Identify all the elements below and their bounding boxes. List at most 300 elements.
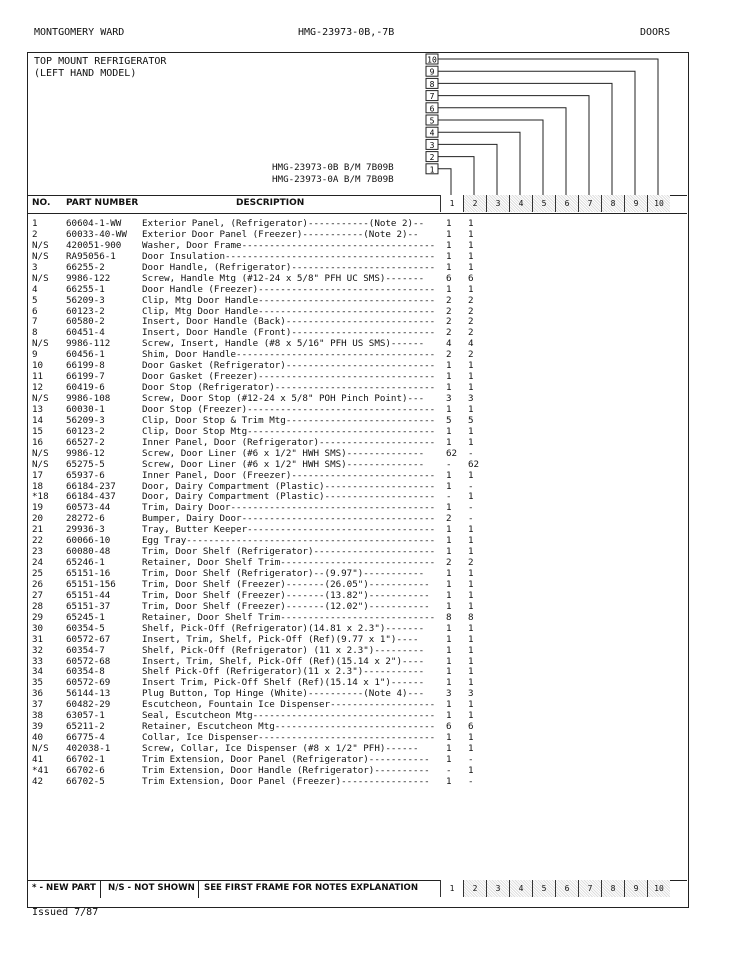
item-number: 10 — [32, 360, 44, 372]
index-leader-line — [438, 120, 543, 195]
title-line-2: (LEFT HAND MODEL) — [34, 68, 137, 79]
grid-column-10: 10 — [647, 880, 670, 897]
part-description: Insert, Door Handle (Front)-------------------------- — [142, 327, 436, 339]
part-number: 60123-2 — [66, 305, 105, 317]
qty-model-1: 1 — [446, 710, 452, 722]
index-box-label: 2 — [429, 153, 435, 163]
qty-model-2: 1 — [468, 699, 474, 711]
part-number: 60354-5 — [66, 622, 105, 634]
qty-model-1: 1 — [446, 666, 452, 678]
item-number: 35 — [32, 677, 44, 689]
item-number: N/S — [32, 458, 49, 470]
qty-model-1: 2 — [446, 294, 452, 306]
qty-model-1: 3 — [446, 393, 452, 404]
qty-model-1: 2 — [446, 305, 452, 317]
qty-model-1: 1 — [446, 480, 452, 492]
footer-new-part: * - NEW PART — [32, 883, 96, 893]
part-number: 420051-900 — [66, 239, 122, 251]
part-number: 60451-4 — [66, 327, 105, 339]
grid-column-6: 6 — [555, 880, 578, 897]
part-description: Trim, Dairy Door------------------------------------- — [142, 502, 436, 514]
item-number: 1 — [32, 218, 38, 229]
part-description: Seal, Escutcheon Mtg--------------------------------- — [142, 710, 436, 722]
grid-column-4: 4 — [509, 880, 532, 897]
col-no: NO. — [32, 198, 51, 208]
qty-model-2: - — [468, 502, 474, 514]
item-number: N/S — [32, 393, 49, 404]
qty-model-1: 6 — [446, 721, 452, 733]
item-number: N/S — [32, 743, 49, 754]
footer-not-shown: N/S - NOT SHOWN — [108, 883, 195, 893]
qty-model-2: 1 — [468, 743, 474, 754]
part-description: Trim Extension, Door Handle (Refrigerator)---------- — [142, 764, 430, 776]
index-box-label: 1 — [429, 165, 435, 175]
part-description: Retainer, Door Shelf Trim---------------------------- — [142, 611, 436, 623]
item-number: 4 — [32, 283, 38, 295]
part-number: 56144-13 — [66, 688, 111, 700]
part-number: 65246-1 — [66, 557, 105, 569]
qty-model-1: 2 — [446, 327, 452, 339]
item-number: 17 — [32, 469, 44, 481]
grid-column-9: 9 — [624, 195, 647, 212]
qty-model-1: 2 — [446, 513, 452, 525]
qty-model-2: 1 — [468, 732, 474, 744]
item-number: 39 — [32, 721, 44, 733]
item-number: N/S — [32, 272, 49, 284]
part-number: 60572-69 — [66, 677, 111, 689]
footer-notes: SEE FIRST FRAME FOR NOTES EXPLANATION — [204, 883, 419, 893]
qty-model-1: 1 — [446, 600, 452, 612]
part-description: Door, Dairy Compartment (Plastic)-------------------- — [142, 491, 436, 503]
qty-model-2: 2 — [468, 557, 474, 569]
qty-model-2: 1 — [468, 655, 474, 667]
item-number: 15 — [32, 425, 44, 437]
index-leader-line — [438, 169, 451, 195]
qty-model-2: 1 — [468, 283, 474, 295]
item-number: 5 — [32, 294, 38, 306]
qty-model-2: 4 — [468, 338, 474, 350]
qty-model-1: 1 — [446, 239, 452, 251]
part-number: 60123-2 — [66, 425, 105, 437]
qty-model-2: 1 — [468, 436, 474, 448]
part-number: 60066-10 — [66, 535, 111, 547]
part-number: 60482-29 — [66, 699, 111, 711]
part-description: Shim, Door Handle------------------------------------ — [142, 349, 436, 361]
part-number: 60580-2 — [66, 316, 105, 328]
part-number: RA95056-1 — [66, 250, 116, 262]
item-number: 7 — [32, 316, 38, 328]
qty-model-2: 1 — [468, 239, 474, 251]
item-number: *41 — [32, 764, 49, 776]
grid-column-5: 5 — [532, 880, 555, 897]
part-description: Shelf, Pick-Off (Refrigerator) (11 x 2.3")--------- — [142, 644, 425, 656]
qty-model-2: 1 — [468, 261, 474, 273]
index-box-label: 7 — [429, 92, 435, 102]
item-number: 29 — [32, 611, 44, 623]
item-number: N/S — [32, 239, 49, 251]
title-line-1: TOP MOUNT REFRIGERATOR — [34, 56, 167, 67]
qty-model-1: 1 — [446, 524, 452, 536]
qty-model-2: 1 — [468, 218, 474, 229]
part-description: Screw, Door Stop (#12-24 x 5/8" POH Pinch Point)--- — [142, 393, 425, 404]
part-number: 65151-44 — [66, 589, 111, 601]
part-number: 66702-5 — [66, 775, 105, 787]
part-number: 56209-3 — [66, 414, 105, 426]
qty-model-1: 1 — [446, 228, 452, 240]
grid-column-8: 8 — [601, 880, 624, 897]
part-description: Collar, Ice Dispenser-------------------------------- — [142, 732, 436, 744]
item-number: 13 — [32, 403, 44, 415]
part-description: Retainer, Escutcheon Mtg----------------------------- — [142, 721, 436, 733]
part-description: Inner Panel, Door (Refrigerator)--------------------- — [142, 436, 436, 448]
item-number: 32 — [32, 644, 44, 656]
qty-model-2: - — [468, 480, 474, 492]
part-description: Screw, Insert, Handle (#8 x 5/16" PFH US SMS)------ — [142, 338, 425, 350]
part-number: 66527-2 — [66, 436, 105, 448]
part-number: 65151-156 — [66, 578, 116, 590]
part-number: 66775-4 — [66, 732, 105, 744]
item-number: 16 — [32, 436, 44, 448]
legend-line-2: HMG-23973-0A B/M 7B09B — [272, 173, 394, 185]
part-description: Screw, Door Liner (#6 x 1/2" HWH SMS)-------------- — [142, 458, 425, 470]
qty-model-1: 1 — [446, 589, 452, 601]
part-description: Shelf, Pick-Off (Refrigerator)(14.81 x 2.3")------- — [142, 622, 425, 634]
grid-column-1: 1 — [440, 195, 463, 212]
index-box-label: 8 — [429, 79, 435, 89]
footer-divider — [198, 880, 199, 898]
part-description: Trim, Door Shelf (Refrigerator)--(9.97")----------- — [142, 568, 425, 579]
part-description: Door Handle (Freezer)-------------------------------- — [142, 283, 436, 295]
item-number: 42 — [32, 775, 44, 787]
qty-model-2: 1 — [468, 535, 474, 547]
item-number: 6 — [32, 305, 38, 317]
qty-model-2: 1 — [468, 403, 474, 415]
item-number: 38 — [32, 710, 44, 722]
part-description: Trim, Door Shelf (Refrigerator)---------------------- — [142, 546, 436, 558]
part-description: Trim, Door Shelf (Freezer)-------(13.82")----------- — [142, 589, 430, 601]
part-description: Insert, Trim, Shelf, Pick-Off (Ref)(9.77 x 1")---- — [142, 633, 419, 645]
part-number: 65151-37 — [66, 600, 111, 612]
qty-model-2: 1 — [468, 524, 474, 536]
part-description: Clip, Door Stop & Trim Mtg--------------------------- — [142, 414, 436, 426]
part-number: 66184-237 — [66, 480, 116, 492]
part-description: Screw, Collar, Ice Dispenser (#8 x 1/2" PFH)------ — [142, 743, 419, 754]
part-number: 60419-6 — [66, 382, 105, 394]
part-description: Door, Dairy Compartment (Plastic)-------------------- — [142, 480, 436, 492]
part-description: Door Insulation-------------------------------------- — [142, 250, 436, 262]
index-leader-line — [438, 144, 497, 195]
part-number: 66255-2 — [66, 261, 105, 273]
part-number: 9986-122 — [66, 272, 111, 284]
qty-model-2: 5 — [468, 414, 474, 426]
qty-model-2: 62 — [468, 458, 480, 470]
part-description: Door Handle, (Refrigerator)-------------------------- — [142, 261, 436, 273]
qty-model-1: - — [446, 764, 452, 776]
model-legend — [272, 162, 394, 185]
item-number: 11 — [32, 371, 44, 383]
part-description: Retainer, Door Shelf Trim---------------------------- — [142, 557, 436, 569]
qty-model-1: 1 — [446, 360, 452, 372]
part-description: Clip, Mtg Door Handle-------------------------------- — [142, 294, 436, 306]
qty-model-2: 1 — [468, 382, 474, 394]
qty-model-2: 1 — [468, 228, 474, 240]
qty-model-1: 1 — [446, 633, 452, 645]
part-description: Clip, Mtg Door Handle-------------------------------- — [142, 305, 436, 317]
qty-model-1: 6 — [446, 272, 452, 284]
item-number: 26 — [32, 578, 44, 590]
part-number: 9986-112 — [66, 338, 111, 350]
index-box-label: 4 — [429, 128, 435, 138]
part-description: Exterior Door Panel (Freezer)-----------(Note 2)-- — [142, 228, 419, 240]
index-box-label: 6 — [429, 104, 435, 114]
qty-model-2: 1 — [468, 578, 474, 590]
part-description: Trim Extension, Door Panel (Freezer)---------------- — [142, 775, 430, 787]
qty-model-1: 5 — [446, 414, 452, 426]
part-description: Egg Tray--------------------------------------------- — [142, 535, 436, 547]
qty-model-1: 1 — [446, 578, 452, 590]
part-description: Insert, Door Handle (Back)--------------------------- — [142, 316, 436, 328]
part-number: 60456-1 — [66, 349, 105, 361]
qty-model-1: 1 — [446, 469, 452, 481]
part-number: 56209-3 — [66, 294, 105, 306]
part-number: 66199-8 — [66, 360, 105, 372]
qty-model-1: 1 — [446, 622, 452, 634]
part-number: 65937-6 — [66, 469, 105, 481]
index-leader-line — [438, 83, 612, 195]
part-number: 66255-1 — [66, 283, 105, 295]
part-number: 66199-7 — [66, 371, 105, 383]
part-description: Bumper, Dairy Door----------------------------------- — [142, 513, 436, 525]
qty-model-1: 62 — [446, 447, 458, 459]
index-box-label: 10 — [427, 55, 437, 65]
qty-model-1: 1 — [446, 568, 452, 579]
part-description: Escutcheon, Fountain Ice Dispenser------------------- — [142, 699, 436, 711]
qty-model-2: 1 — [468, 677, 474, 689]
part-number: 28272-6 — [66, 513, 105, 525]
qty-model-2: 1 — [468, 425, 474, 437]
item-number: 31 — [32, 633, 44, 645]
item-number: 21 — [32, 524, 44, 536]
item-number: 34 — [32, 666, 44, 678]
grid-column-7: 7 — [578, 195, 601, 212]
part-number: 66184-437 — [66, 491, 116, 503]
item-number: 33 — [32, 655, 44, 667]
index-box-label: 9 — [429, 67, 435, 77]
index-leader-line — [438, 108, 566, 195]
item-number: 36 — [32, 688, 44, 700]
model-index-diagram — [420, 52, 682, 197]
qty-model-1: 1 — [446, 699, 452, 711]
section-name: DOORS — [640, 27, 671, 38]
part-description: Trim, Door Shelf (Freezer)-------(12.02")----------- — [142, 600, 430, 612]
item-number: 24 — [32, 557, 44, 569]
qty-model-1: 1 — [446, 753, 452, 765]
qty-model-1: 1 — [446, 502, 452, 514]
qty-model-1: - — [446, 458, 452, 470]
qty-model-2: 1 — [468, 644, 474, 656]
qty-model-2: 1 — [468, 568, 474, 579]
grid-column-9: 9 — [624, 880, 647, 897]
item-number: *18 — [32, 491, 49, 503]
qty-model-1: 1 — [446, 436, 452, 448]
part-description: Door Stop (Refrigerator)----------------------------- — [142, 382, 436, 394]
qty-model-1: 3 — [446, 688, 452, 700]
grid-column-5: 5 — [532, 195, 555, 212]
index-box-label: 3 — [429, 140, 435, 150]
col-description: DESCRIPTION — [236, 198, 305, 208]
part-number: 29936-3 — [66, 524, 105, 536]
part-description: Screw, Handle Mtg (#12-24 x 5/8" PFH UC SMS)------- — [142, 272, 425, 284]
qty-model-2: 2 — [468, 349, 474, 361]
part-description: Door Gasket (Refrigerator)--------------------------- — [142, 360, 436, 372]
qty-model-1: 1 — [446, 655, 452, 667]
part-description: Trim Extension, Door Panel (Refrigerator)----------- — [142, 753, 430, 765]
qty-model-1: 8 — [446, 611, 452, 623]
part-description: Screw, Door Liner (#6 x 1/2" HWH SMS)-------------- — [142, 447, 425, 459]
grid-column-4: 4 — [509, 195, 532, 212]
qty-model-1: 1 — [446, 546, 452, 558]
grid-column-7: 7 — [578, 880, 601, 897]
part-number: 65211-2 — [66, 721, 105, 733]
item-number: 3 — [32, 261, 38, 273]
qty-model-2: 1 — [468, 633, 474, 645]
item-number: 12 — [32, 382, 44, 394]
qty-model-1: 1 — [446, 743, 452, 754]
qty-model-1: 1 — [446, 250, 452, 262]
part-description: Washer, Door Frame----------------------------------- — [142, 239, 436, 251]
index-leader-line — [438, 71, 635, 195]
part-number: 9986-108 — [66, 393, 111, 404]
part-description: Shelf Pick-Off (Refrigerator)(11 x 2.3")----------- — [142, 666, 425, 678]
part-number: 60354-8 — [66, 666, 105, 678]
qty-model-2: - — [468, 775, 474, 787]
part-number: 65275-5 — [66, 458, 105, 470]
grid-column-1: 1 — [440, 880, 463, 897]
item-number: N/S — [32, 338, 49, 350]
qty-model-2: 1 — [468, 622, 474, 634]
part-description: Plug Button, Top Hinge (White)----------(Note 4)--- — [142, 688, 425, 700]
qty-model-2: - — [468, 447, 474, 459]
qty-model-2: 1 — [468, 710, 474, 722]
qty-model-2: 3 — [468, 393, 474, 404]
qty-model-1: 1 — [446, 535, 452, 547]
item-number: 28 — [32, 600, 44, 612]
part-number: 66702-6 — [66, 764, 105, 776]
part-description: Tray, Butter Keeper---------------------------------- — [142, 524, 436, 536]
qty-model-2: 8 — [468, 611, 474, 623]
part-number: 60572-67 — [66, 633, 111, 645]
item-number: 23 — [32, 546, 44, 558]
item-number: 25 — [32, 568, 44, 579]
issued-date: Issued 7/87 — [32, 907, 99, 918]
part-description: Inner Panel, Door (Freezer)-------------------------- — [142, 469, 436, 481]
qty-model-2: 1 — [468, 666, 474, 678]
qty-model-2: 1 — [468, 764, 474, 776]
item-number: 2 — [32, 228, 38, 240]
part-number: 60604-1-WW — [66, 218, 122, 229]
qty-model-2: 3 — [468, 688, 474, 700]
qty-model-2: 2 — [468, 294, 474, 306]
qty-model-1: 1 — [446, 283, 452, 295]
column-grid-top — [440, 195, 670, 212]
grid-column-3: 3 — [486, 880, 509, 897]
qty-model-1: 1 — [446, 775, 452, 787]
qty-model-1: 1 — [446, 218, 452, 229]
index-box-label: 5 — [429, 116, 435, 126]
item-number: N/S — [32, 447, 49, 459]
grid-column-6: 6 — [555, 195, 578, 212]
model-number: HMG-23973-0B,-7B — [298, 27, 395, 38]
part-number: 65151-16 — [66, 568, 111, 579]
qty-model-2: 1 — [468, 360, 474, 372]
qty-model-2: 6 — [468, 721, 474, 733]
grid-column-2: 2 — [463, 195, 486, 212]
qty-model-2: 1 — [468, 250, 474, 262]
part-number: 60030-1 — [66, 403, 105, 415]
qty-model-1: 1 — [446, 677, 452, 689]
part-number: 9986-12 — [66, 447, 105, 459]
qty-model-2: 1 — [468, 589, 474, 601]
qty-model-1: 1 — [446, 261, 452, 273]
qty-model-1: 1 — [446, 371, 452, 383]
item-number: 37 — [32, 699, 44, 711]
qty-model-2: 2 — [468, 316, 474, 328]
item-number: 30 — [32, 622, 44, 634]
part-number: 65245-1 — [66, 611, 105, 623]
part-description: Clip, Door Stop Mtg---------------------------------- — [142, 425, 436, 437]
item-number: 40 — [32, 732, 44, 744]
part-number: 66702-1 — [66, 753, 105, 765]
qty-model-2: 2 — [468, 327, 474, 339]
part-description: Door Stop (Freezer)---------------------------------- — [142, 403, 436, 415]
item-number: 18 — [32, 480, 44, 492]
part-description: Exterior Panel, (Refrigerator)-----------(Note 2)-- — [142, 218, 425, 229]
index-leader-line — [438, 132, 520, 195]
qty-model-2: 1 — [468, 491, 474, 503]
grid-column-10: 10 — [647, 195, 670, 212]
part-number: 402038-1 — [66, 743, 111, 754]
qty-model-2: 1 — [468, 600, 474, 612]
item-number: 9 — [32, 349, 38, 361]
footer-divider — [100, 880, 101, 898]
item-number: 14 — [32, 414, 44, 426]
qty-model-1: 1 — [446, 644, 452, 656]
legend-line-1: HMG-23973-0B B/M 7B09B — [272, 162, 394, 173]
qty-model-1: 2 — [446, 349, 452, 361]
qty-model-2: 2 — [468, 305, 474, 317]
qty-model-1: 2 — [446, 557, 452, 569]
qty-model-1: 1 — [446, 403, 452, 415]
item-number: N/S — [32, 250, 49, 262]
part-description: Insert, Trim, Shelf, Pick-Off (Ref)(15.14 x 2")---- — [142, 655, 425, 667]
part-number: 63057-1 — [66, 710, 105, 722]
qty-model-2: - — [468, 513, 474, 525]
brand-name: MONTGOMERY WARD — [34, 27, 125, 38]
item-number: 22 — [32, 535, 44, 547]
index-leader-line — [438, 157, 474, 195]
qty-model-2: 1 — [468, 469, 474, 481]
part-description: Trim, Door Shelf (Freezer)-------(26.05")----------- — [142, 578, 430, 590]
grid-column-8: 8 — [601, 195, 624, 212]
grid-column-2: 2 — [463, 880, 486, 897]
qty-model-1: 4 — [446, 338, 452, 350]
part-number: 60033-40-WW — [66, 228, 127, 240]
qty-model-1: 1 — [446, 732, 452, 744]
item-number: 41 — [32, 753, 44, 765]
qty-model-1: 2 — [446, 316, 452, 328]
part-number: 60572-68 — [66, 655, 111, 667]
part-number: 60573-44 — [66, 502, 111, 514]
